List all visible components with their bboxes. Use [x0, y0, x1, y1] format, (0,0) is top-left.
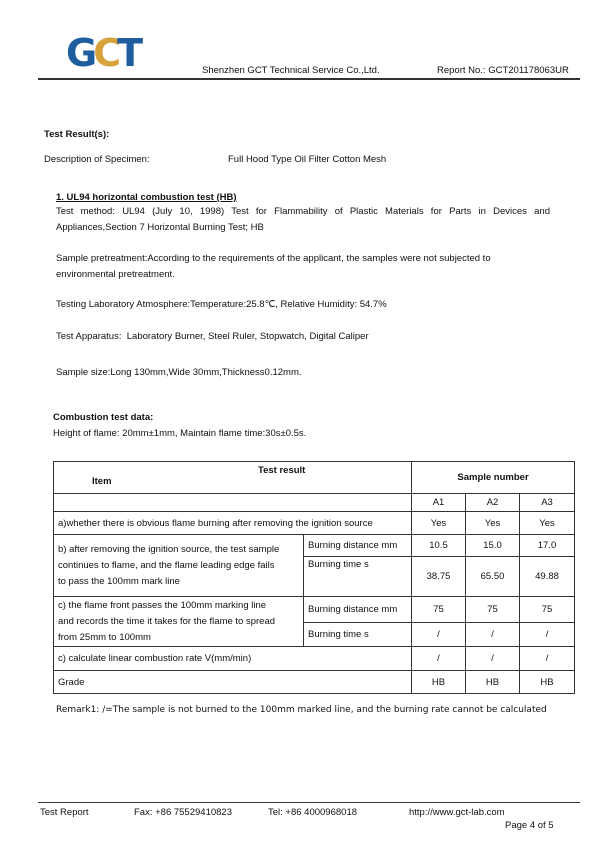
report-number: Report No.: GCT201178063UR [437, 65, 569, 76]
test-result-header: Test result [258, 465, 306, 476]
test-apparatus: Test Apparatus: Laboratory Burner, Steel Ruler, Stopwatch, Digital Caliper [56, 331, 369, 342]
row-b-sub2-value: 65.50 [466, 557, 520, 597]
row-b-line: continues to flame, and the flame leading edge fails [58, 559, 275, 571]
row-a-label: a)whether there is obvious flame burning after removing the ignition source [54, 512, 412, 535]
row-b-line: b) after removing the ignition source, the test sample [58, 543, 280, 555]
row-b-sub1-value: 10.5 [412, 535, 466, 557]
item-header: Item [92, 476, 112, 487]
row-c-line: and records the time it takes for the flame to spread [58, 615, 276, 627]
table-row [54, 647, 575, 671]
footer-fax: Fax: +86 75529410823 [134, 807, 232, 818]
test-results-heading: Test Result(s): [44, 129, 110, 140]
row-b-sub2-value: 38.75 [412, 557, 466, 597]
footer-page-number: Page 4 of 5 [505, 820, 554, 831]
sample-a2: A2 [466, 494, 520, 512]
footer-test-report: Test Report [40, 807, 89, 818]
row-c-sub2-value: / [466, 623, 520, 647]
row-b-sub1-value: 15.0 [466, 535, 520, 557]
flame-height: Height of flame: 20mm±1mm, Maintain flame time:30s±0.5s. [53, 428, 307, 439]
row-c-line: c) the flame front passes the 100mm marking line [58, 599, 267, 611]
footer-website-link[interactable]: http://www.gct-lab.com [409, 807, 505, 818]
row-a-value: Yes [520, 512, 575, 535]
row-b-label [54, 535, 304, 597]
row-b-sub2-value: 49.88 [520, 557, 575, 597]
specimen-value: Full Hood Type Oil Filter Cotton Mesh [228, 154, 387, 165]
sample-number-header: Sample number [412, 462, 575, 494]
blank-cell [54, 494, 412, 512]
table-row [54, 671, 575, 694]
test-result-header-cell [54, 462, 412, 494]
table-row [54, 512, 575, 535]
row-b-sub1-value: 17.0 [520, 535, 575, 557]
footer-tel: Tel: +86 4000968018 [268, 807, 358, 818]
row-e-value: HB [412, 671, 466, 694]
row-e-label: Grade [54, 671, 412, 694]
section-title: 1. UL94 horizontal combustion test (HB) [56, 192, 237, 203]
row-c-sub1-value: 75 [412, 597, 466, 623]
row-a-value: Yes [412, 512, 466, 535]
pretreatment-line-2: environmental pretreatment. [56, 269, 175, 280]
method-line-1: Test method: UL94 (July 10, 1998) Test for Flammability of Plastic Materials for Parts in Devices and [56, 206, 550, 217]
row-b-sub1-label: Burning distance mm [304, 535, 412, 557]
laboratory-atmosphere: Testing Laboratory Atmosphere:Temperature:25.8℃, Relative Humidity: 54.7% [56, 299, 387, 310]
row-c-sub1-label: Burning distance mm [304, 597, 412, 623]
row-d-label: c) calculate linear combustion rate V(mm/min) [54, 647, 412, 671]
method-line-2: Appliances,Section 7 Horizontal Burning Test; HB [56, 222, 264, 233]
row-d-value: / [466, 647, 520, 671]
sample-size: Sample size:Long 130mm,Wide 30mm,Thickness0.12mm. [56, 367, 302, 378]
row-d-value: / [412, 647, 466, 671]
table-header-row [54, 462, 575, 494]
row-e-value: HB [520, 671, 575, 694]
row-c-label [54, 597, 304, 647]
logo-text: GCT [66, 31, 140, 75]
row-c-sub2-label: Burning time s [304, 623, 412, 647]
company-logo [66, 31, 140, 75]
table-row [54, 535, 575, 557]
row-c-sub2-value: / [412, 623, 466, 647]
row-d-value: / [520, 647, 575, 671]
combustion-heading: Combustion test data: [53, 412, 154, 423]
row-e-value: HB [466, 671, 520, 694]
row-a-value: Yes [466, 512, 520, 535]
row-c-line: from 25mm to 100mm [58, 631, 151, 643]
row-b-line: to pass the 100mm mark line [58, 575, 180, 587]
sample-a1: A1 [412, 494, 466, 512]
company-name: Shenzhen GCT Technical Service Co.,Ltd. [202, 65, 380, 76]
row-c-sub1-value: 75 [520, 597, 575, 623]
row-c-sub2-value: / [520, 623, 575, 647]
remark: Remark1: /=The sample is not burned to the 100mm marked line, and the burning rate cannot be calculated [56, 705, 547, 715]
footer-divider [38, 802, 580, 803]
combustion-results-table [53, 461, 575, 694]
pretreatment-line-1: Sample pretreatment:According to the requirements of the applicant, the samples were not subjected to [56, 253, 491, 264]
table-row [54, 597, 575, 623]
row-c-sub1-value: 75 [466, 597, 520, 623]
sample-id-row [54, 494, 575, 512]
specimen-label: Description of Specimen: [44, 154, 150, 165]
sample-a3: A3 [520, 494, 575, 512]
header-divider [38, 78, 580, 80]
row-b-sub2-label: Burning time s [304, 557, 412, 597]
